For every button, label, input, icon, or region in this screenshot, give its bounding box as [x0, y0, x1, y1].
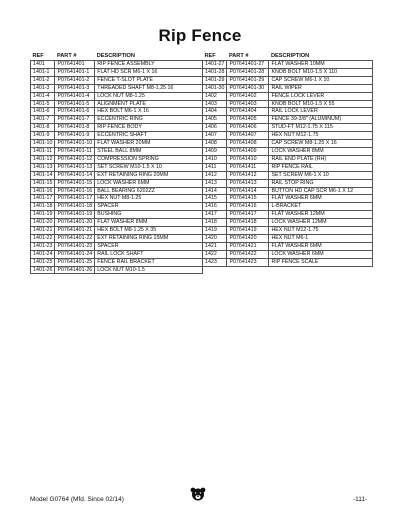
ref-cell: 1401-3 — [31, 84, 55, 92]
ref-cell: 1418 — [203, 219, 227, 227]
table-row — [31, 227, 203, 235]
description-cell: HEX NUT M8-1.25 — [95, 195, 203, 203]
description-cell: FLAT HD SCR M6-1 X 16 — [95, 68, 203, 76]
table-row — [203, 68, 373, 76]
part-number-cell: P07641401 — [55, 61, 95, 69]
description-cell: LOCK NUT M8-1.25 — [95, 92, 203, 100]
ref-cell: 1401-7 — [31, 116, 55, 124]
part-number-cell: P07641401-26 — [55, 266, 95, 274]
table-row — [203, 124, 373, 132]
table-row — [203, 147, 373, 155]
table-row — [31, 76, 203, 84]
table-row — [31, 92, 203, 100]
ref-cell: 1417 — [203, 211, 227, 219]
ref-cell: 1401-6 — [31, 108, 55, 116]
description-cell: FENCE LOCK LEVER — [269, 92, 373, 100]
table-row — [31, 179, 203, 187]
table-row — [31, 116, 203, 124]
description-cell: SET SCREW M6-1 X 10 — [269, 171, 373, 179]
part-number-cell: P07641404 — [227, 108, 269, 116]
ref-cell: 1401-4 — [31, 92, 55, 100]
ref-cell: 1401-13 — [31, 163, 55, 171]
bear-head-logo-icon — [190, 487, 206, 501]
part-number-cell: P07641418 — [227, 219, 269, 227]
description-cell: RIP FENCE SCALE — [269, 258, 373, 266]
table-row — [31, 266, 203, 274]
ref-cell: 1419 — [203, 227, 227, 235]
description-cell: RAIL LOCK LEVER — [269, 108, 373, 116]
part-number-cell: P07641401-16 — [55, 187, 95, 195]
description-cell: FLAT WASHER 10MM — [269, 61, 373, 69]
description-cell: KNOB BOLT M10-1.5 X 55 — [269, 100, 373, 108]
ref-cell: 1401-23 — [31, 242, 55, 250]
part-number-cell: P07641423 — [227, 258, 269, 266]
description-cell: RIP FENCE ASSEMBLY — [95, 61, 203, 69]
ref-cell: 1406 — [203, 124, 227, 132]
ref-cell: 1401-21 — [31, 227, 55, 235]
part-number-cell: P07641401-14 — [55, 171, 95, 179]
ref-cell: 1415 — [203, 195, 227, 203]
table-row — [31, 211, 203, 219]
description-cell: RAIL WIPER — [269, 84, 373, 92]
table-row — [31, 147, 203, 155]
model-footer: Model G0764 (Mfd. Since 02/14) — [30, 496, 124, 503]
description-cell: BUTTON HD CAP SCR M6-1 X 12 — [269, 187, 373, 195]
part-number-cell: P07641401-21 — [55, 227, 95, 235]
part-number-cell: P07641413 — [227, 179, 269, 187]
part-number-cell: P07641419 — [227, 227, 269, 235]
table-row — [203, 234, 373, 242]
description-cell: FLAT WASHER 8MM — [95, 219, 203, 227]
ref-cell: 1422 — [203, 250, 227, 258]
ref-cell: 1401-8 — [31, 124, 55, 132]
part-number-cell: P07641401-23 — [55, 242, 95, 250]
ref-cell: 1401-14 — [31, 171, 55, 179]
description-cell: FENCE 39-3/8" (ALUMINUM) — [269, 116, 373, 124]
part-number-cell: P07641401-20 — [55, 219, 95, 227]
description-cell: BALL BEARING 6202ZZ — [95, 187, 203, 195]
ref-cell: 1420 — [203, 234, 227, 242]
description-cell: HEX BOLT M8-1.25 X 35 — [95, 227, 203, 235]
part-number-cell: P07641403 — [227, 100, 269, 108]
part-number-cell: P07641401-3 — [55, 84, 95, 92]
part-number-cell: P07641414 — [227, 187, 269, 195]
parts-table-left — [30, 52, 203, 274]
table-row — [203, 179, 373, 187]
table-row — [31, 140, 203, 148]
table-row — [31, 203, 203, 211]
description-cell: RAIL STOP RING — [269, 179, 373, 187]
table-row — [31, 100, 203, 108]
part-number-cell: P07641401-5 — [55, 100, 95, 108]
description-header: DESCRIPTION — [270, 53, 310, 59]
ref-cell: 1401-18 — [31, 203, 55, 211]
part-number-cell: P07641401-10 — [55, 140, 95, 148]
part-number-cell: P07641417 — [227, 211, 269, 219]
ref-cell: 1416 — [203, 203, 227, 211]
table-row — [31, 132, 203, 140]
ref-cell: 1401-16 — [31, 187, 55, 195]
table-row — [31, 108, 203, 116]
part-number-cell: P07641401-11 — [55, 147, 95, 155]
part-number-cell: P07641407 — [227, 132, 269, 140]
table-row — [203, 76, 373, 84]
part-number-cell: P07641422 — [227, 250, 269, 258]
description-cell: FLAT WASHER 12MM — [269, 211, 373, 219]
description-cell: SPACER — [95, 203, 203, 211]
ref-cell: 1413 — [203, 179, 227, 187]
description-cell: ALIGNMENT PLATE — [95, 100, 203, 108]
ref-cell: 1401-5 — [31, 100, 55, 108]
description-cell: RAIL LOCK SHAFT — [95, 250, 203, 258]
ref-cell: 1401-30 — [203, 84, 227, 92]
part-number-cell: P07641405 — [227, 116, 269, 124]
description-cell: HEX NUT M6-1 — [269, 234, 373, 242]
part-number-cell: P07641401-27 — [227, 61, 269, 69]
table-row — [203, 84, 373, 92]
description-cell: BUSHING — [95, 211, 203, 219]
description-header: DESCRIPTION — [96, 53, 135, 59]
ref-cell: 1401-17 — [31, 195, 55, 203]
ref-cell: 1405 — [203, 116, 227, 124]
ref-cell: 1410 — [203, 155, 227, 163]
table-row — [31, 124, 203, 132]
ref-cell: 1414 — [203, 187, 227, 195]
description-cell: RIP FENCE BODY — [95, 124, 203, 132]
part-number-cell: P07641409 — [227, 147, 269, 155]
ref-cell: 1401-9 — [31, 132, 55, 140]
description-cell: EXT RETAINING RING 20MM — [95, 171, 203, 179]
table-row — [31, 163, 203, 171]
description-cell: ECCENTRIC SHAFT — [95, 132, 203, 140]
table-row — [203, 171, 373, 179]
ref-cell: 1409 — [203, 147, 227, 155]
description-cell: RAIL END PLATE (RH) — [269, 155, 373, 163]
part-number-cell: P07641420 — [227, 234, 269, 242]
part-number-cell: P07641401-12 — [55, 155, 95, 163]
page-title: Rip Fence — [158, 26, 242, 45]
table-row — [31, 155, 203, 163]
table-row — [203, 187, 373, 195]
part-number-cell: P07641410 — [227, 155, 269, 163]
ref-cell: 1401-29 — [203, 76, 227, 84]
ref-cell: 1401-26 — [31, 266, 55, 274]
ref-header: REF — [204, 53, 216, 59]
ref-cell: 1401-12 — [31, 155, 55, 163]
part-number-cell: P07641401-6 — [55, 108, 95, 116]
description-cell: FLAT WASHER 20MM — [95, 140, 203, 148]
table-row — [31, 219, 203, 227]
part-number-cell: P07641406 — [227, 124, 269, 132]
ref-cell: 1401-10 — [31, 140, 55, 148]
table-row — [203, 195, 373, 203]
table-row — [203, 258, 373, 266]
table-row — [203, 92, 373, 100]
ref-cell: 1403 — [203, 100, 227, 108]
part-number-cell: P07641415 — [227, 195, 269, 203]
table-row — [31, 234, 203, 242]
description-cell: FLAT WASHER 6MM — [269, 242, 373, 250]
table-row — [203, 227, 373, 235]
part-number-cell: P07641401-13 — [55, 163, 95, 171]
ref-cell: 1401-25 — [31, 258, 55, 266]
description-cell: HEX NUT M12-1.75 — [269, 132, 373, 140]
ref-cell: 1401-24 — [31, 250, 55, 258]
table-row — [203, 211, 373, 219]
ref-header: REF — [32, 53, 44, 59]
ref-cell: 1408 — [203, 140, 227, 148]
ref-cell: 1401-15 — [31, 179, 55, 187]
description-cell: RIP FENCE RAIL — [269, 163, 373, 171]
table-row — [203, 219, 373, 227]
part-number-cell: P07641401-2 — [55, 76, 95, 84]
part-number-cell: P07641408 — [227, 140, 269, 148]
table-row — [31, 250, 203, 258]
description-cell: THREADED SHAFT M8-1.25 16 — [95, 84, 203, 92]
table-row — [203, 108, 373, 116]
table-row — [203, 250, 373, 258]
description-cell: ECCENTRIC RING — [95, 116, 203, 124]
ref-cell: 1401-1 — [31, 68, 55, 76]
description-cell: SET SCREW M10-1.5 X 10 — [95, 163, 203, 171]
parts-table-right — [202, 52, 373, 267]
part-number-cell: P07641401-17 — [55, 195, 95, 203]
description-cell: LOCK WASHER 6MM — [95, 179, 203, 187]
table-header-row — [31, 52, 203, 61]
table-row — [31, 195, 203, 203]
ref-cell: 1401-28 — [203, 68, 227, 76]
part-number-cell: P07641401-1 — [55, 68, 95, 76]
ref-cell: 1423 — [203, 258, 227, 266]
description-cell: STUD-FT M12-1.75 X 115 — [269, 124, 373, 132]
table-row — [31, 187, 203, 195]
part-number-cell: P07641401-4 — [55, 92, 95, 100]
description-cell: L-BRACKET — [269, 203, 373, 211]
table-row — [31, 84, 203, 92]
table-row — [203, 140, 373, 148]
part-number-cell: P07641401-18 — [55, 203, 95, 211]
description-cell: FENCE RAIL BRACKET — [95, 258, 203, 266]
page-number: -111- — [353, 496, 368, 503]
table-row — [203, 100, 373, 108]
part-number-cell: P07641401-15 — [55, 179, 95, 187]
table-row — [203, 61, 373, 69]
part-number-cell: P07641401-25 — [55, 258, 95, 266]
description-cell: COMPRESSION SPRING — [95, 155, 203, 163]
part-number-cell: P07641402 — [227, 92, 269, 100]
ref-cell: 1404 — [203, 108, 227, 116]
description-cell: EXT RETAINING RING 15MM — [95, 234, 203, 242]
description-cell: LOCK NUT M10-1.5 — [95, 266, 203, 274]
part-number-cell: P07641412 — [227, 171, 269, 179]
table-row — [31, 258, 203, 266]
table-row — [203, 242, 373, 250]
description-cell: LOCK WASHER 8MM — [269, 147, 373, 155]
part-number-cell: P07641411 — [227, 163, 269, 171]
description-cell: HEX NUT M12-1.75 — [269, 227, 373, 235]
part-number-cell: P07641401-8 — [55, 124, 95, 132]
ref-cell: 1401-11 — [31, 147, 55, 155]
part-number-cell: P07641401-24 — [55, 250, 95, 258]
description-cell: CAP SCREW M8-1.25 X 16 — [269, 140, 373, 148]
table-row — [31, 242, 203, 250]
description-cell: FENCE T-SLOT PLATE — [95, 76, 203, 84]
part-number-cell: P07641401-22 — [55, 234, 95, 242]
ref-cell: 1401 — [31, 61, 55, 69]
part-number-cell: P07641401-28 — [227, 68, 269, 76]
part-number-cell: P07641401-9 — [55, 132, 95, 140]
description-cell: KNOB BOLT M10-1.5 X 110 — [269, 68, 373, 76]
ref-cell: 1401-20 — [31, 219, 55, 227]
description-cell: LOCK WASHER 6MM — [269, 250, 373, 258]
ref-cell: 1401-19 — [31, 211, 55, 219]
ref-cell: 1407 — [203, 132, 227, 140]
description-cell: HEX BOLT M6-1 X 16 — [95, 108, 203, 116]
table-row — [31, 68, 203, 76]
ref-cell: 1411 — [203, 163, 227, 171]
table-row — [203, 203, 373, 211]
description-cell: CAP SCREW M6-1 X 10 — [269, 76, 373, 84]
table-row — [203, 155, 373, 163]
part-number-cell: P07641421 — [227, 242, 269, 250]
ref-cell: 1401-27 — [203, 61, 227, 69]
part-number-cell: P07641401-29 — [227, 76, 269, 84]
ref-cell: 1401-2 — [31, 76, 55, 84]
table-row — [203, 163, 373, 171]
table-row — [31, 171, 203, 179]
part-number-cell: P07641416 — [227, 203, 269, 211]
description-cell: LOCK WASHER 12MM — [269, 219, 373, 227]
part-number-cell: P07641401-7 — [55, 116, 95, 124]
description-cell: STEEL BALL 8MM — [95, 147, 203, 155]
table-row — [203, 116, 373, 124]
table-row — [31, 61, 203, 69]
description-cell: FLAT WASHER 6MM — [269, 195, 373, 203]
ref-cell: 1402 — [203, 92, 227, 100]
part-number-cell: P07641401-19 — [55, 211, 95, 219]
ref-cell: 1412 — [203, 171, 227, 179]
part-number-cell: P07641401-30 — [227, 84, 269, 92]
part-header: PART # — [56, 53, 77, 59]
ref-cell: 1421 — [203, 242, 227, 250]
ref-cell: 1401-22 — [31, 234, 55, 242]
table-row — [203, 132, 373, 140]
table-header-row — [203, 52, 373, 61]
description-cell: SPACER — [95, 242, 203, 250]
part-header: PART # — [228, 53, 249, 59]
